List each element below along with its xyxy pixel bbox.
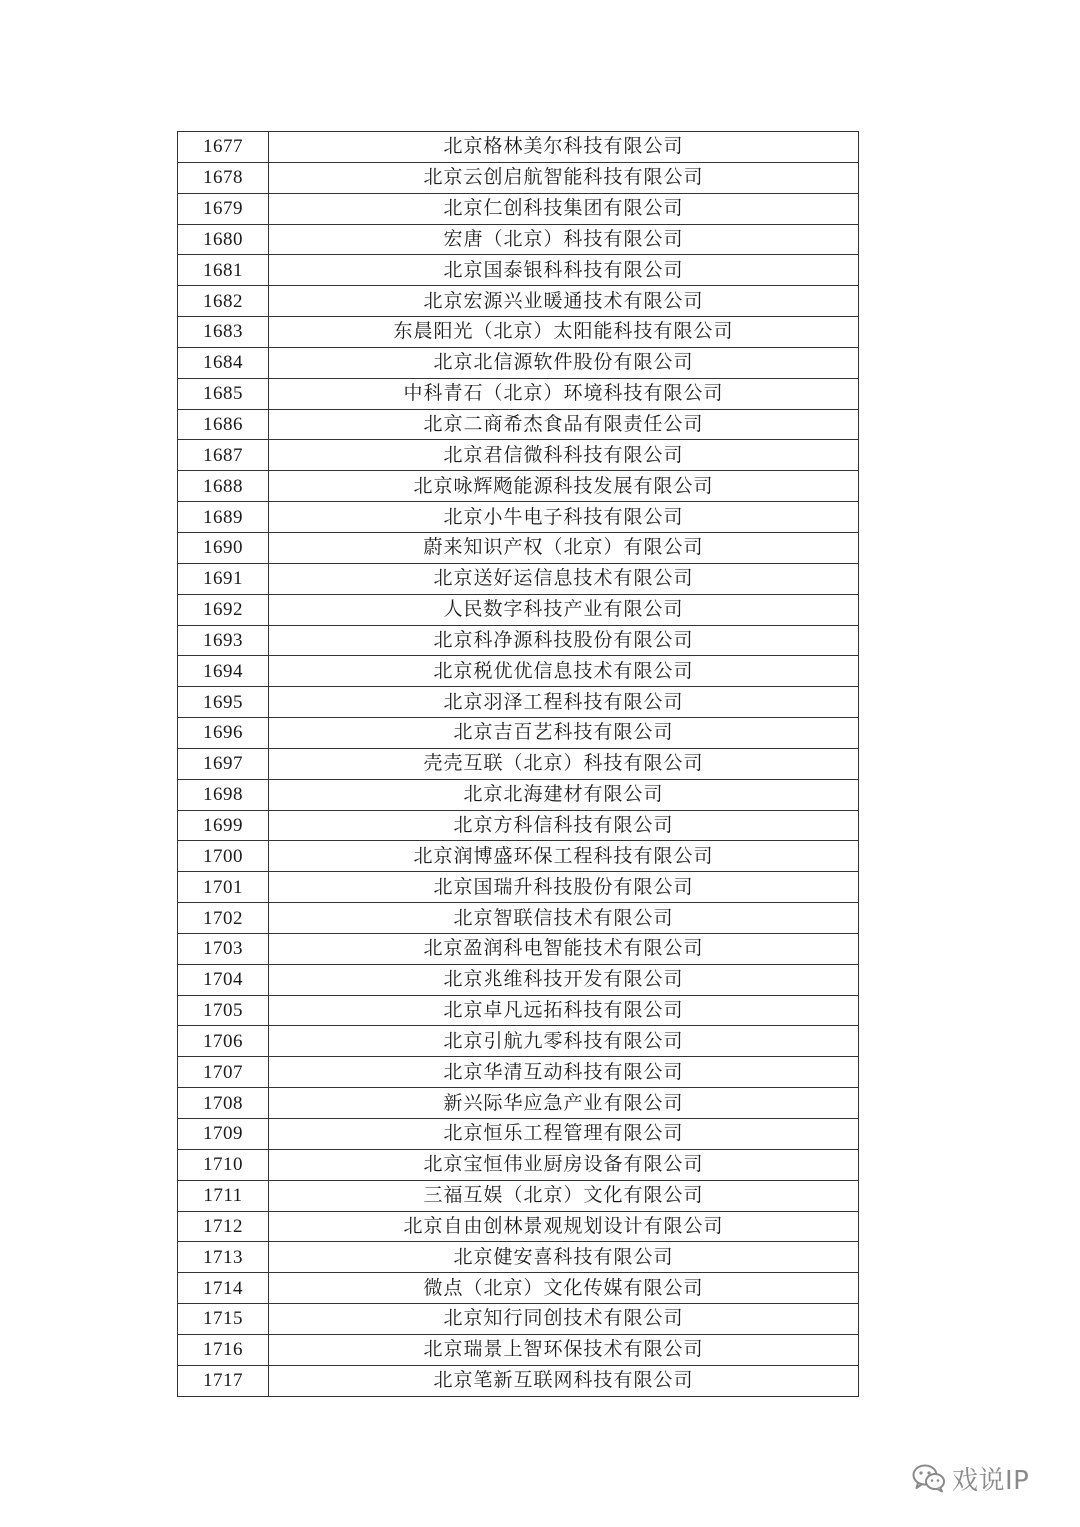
- table-row: [178, 1149, 859, 1180]
- table-row: [178, 687, 859, 718]
- wechat-icon: [912, 1463, 946, 1493]
- company-name: 北京小牛电子科技有限公司: [269, 502, 859, 533]
- company-name: 北京瑞景上智环保技术有限公司: [269, 1334, 859, 1365]
- company-name: 北京引航九零科技有限公司: [269, 1026, 859, 1057]
- table-row: [178, 656, 859, 687]
- table-row: [178, 1180, 859, 1211]
- row-number: 1701: [178, 872, 269, 903]
- table-row: [178, 594, 859, 625]
- table-row: [178, 162, 859, 193]
- row-number: 1681: [178, 255, 269, 286]
- company-name: 北京健安喜科技有限公司: [269, 1242, 859, 1273]
- row-number: 1692: [178, 594, 269, 625]
- row-number: 1704: [178, 964, 269, 995]
- row-number: 1709: [178, 1119, 269, 1150]
- row-number: 1685: [178, 378, 269, 409]
- row-number: 1694: [178, 656, 269, 687]
- watermark-text: 戏说IP: [952, 1465, 1030, 1496]
- row-number: 1686: [178, 409, 269, 440]
- row-number: 1680: [178, 224, 269, 255]
- company-name: 北京自由创林景观规划设计有限公司: [269, 1211, 859, 1242]
- table-row: [178, 224, 859, 255]
- company-name: 北京科净源科技股份有限公司: [269, 625, 859, 656]
- table-row: [178, 718, 859, 749]
- table-row: [178, 409, 859, 440]
- table-row: [178, 563, 859, 594]
- row-number: 1703: [178, 933, 269, 964]
- company-name: 壳壳互联（北京）科技有限公司: [269, 748, 859, 779]
- table-row: [178, 317, 859, 348]
- table-row: [178, 347, 859, 378]
- row-number: 1691: [178, 563, 269, 594]
- company-name: 三福互娱（北京）文化有限公司: [269, 1180, 859, 1211]
- company-name: 北京国瑞升科技股份有限公司: [269, 872, 859, 903]
- table-row: [178, 1026, 859, 1057]
- row-number: 1687: [178, 440, 269, 471]
- table-row: [178, 440, 859, 471]
- company-name: 北京君信微科科技有限公司: [269, 440, 859, 471]
- company-name: 北京宏源兴业暖通技术有限公司: [269, 286, 859, 317]
- company-name: 北京格林美尔科技有限公司: [269, 132, 859, 163]
- company-name: 北京北信源软件股份有限公司: [269, 347, 859, 378]
- company-name: 北京送好运信息技术有限公司: [269, 563, 859, 594]
- table-row: [178, 1119, 859, 1150]
- table-row: [178, 995, 859, 1026]
- row-number: 1706: [178, 1026, 269, 1057]
- row-number: 1698: [178, 779, 269, 810]
- company-name: 北京税优优信息技术有限公司: [269, 656, 859, 687]
- company-name: 微点（北京）文化传媒有限公司: [269, 1273, 859, 1304]
- company-name: 北京兆维科技开发有限公司: [269, 964, 859, 995]
- company-name: 北京智联信技术有限公司: [269, 903, 859, 934]
- row-number: 1693: [178, 625, 269, 656]
- company-name: 北京国泰银科科技有限公司: [269, 255, 859, 286]
- table-row: [178, 286, 859, 317]
- company-name: 北京羽泽工程科技有限公司: [269, 687, 859, 718]
- company-name: 中科青石（北京）环境科技有限公司: [269, 378, 859, 409]
- table-row: [178, 903, 859, 934]
- row-number: 1695: [178, 687, 269, 718]
- row-number: 1696: [178, 718, 269, 749]
- table-row: [178, 841, 859, 872]
- company-name: 北京仁创科技集团有限公司: [269, 193, 859, 224]
- table-row: [178, 964, 859, 995]
- row-number: 1700: [178, 841, 269, 872]
- row-number: 1689: [178, 502, 269, 533]
- company-name: 北京北海建材有限公司: [269, 779, 859, 810]
- row-number: 1717: [178, 1365, 269, 1396]
- row-number: 1684: [178, 347, 269, 378]
- table-row: [178, 471, 859, 502]
- company-name: 北京知行同创技术有限公司: [269, 1304, 859, 1335]
- table-row: [178, 1088, 859, 1119]
- company-name: 北京咏辉飏能源科技发展有限公司: [269, 471, 859, 502]
- company-name: 东晨阳光（北京）太阳能科技有限公司: [269, 317, 859, 348]
- row-number: 1715: [178, 1304, 269, 1335]
- table-row: [178, 625, 859, 656]
- table-row: [178, 1365, 859, 1396]
- table-row: [178, 378, 859, 409]
- company-name: 蔚来知识产权（北京）有限公司: [269, 532, 859, 563]
- table-row: [178, 502, 859, 533]
- company-name: 北京华清互动科技有限公司: [269, 1057, 859, 1088]
- table-row: [178, 1273, 859, 1304]
- row-number: 1705: [178, 995, 269, 1026]
- row-number: 1708: [178, 1088, 269, 1119]
- table-row: [178, 255, 859, 286]
- table-row: [178, 193, 859, 224]
- row-number: 1697: [178, 748, 269, 779]
- company-list-body: [178, 132, 859, 1397]
- company-name: 北京云创启航智能科技有限公司: [269, 162, 859, 193]
- company-name: 新兴际华应急产业有限公司: [269, 1088, 859, 1119]
- table-row: [178, 872, 859, 903]
- row-number: 1688: [178, 471, 269, 502]
- company-name: 北京盈润科电智能技术有限公司: [269, 933, 859, 964]
- row-number: 1710: [178, 1149, 269, 1180]
- table-row: [178, 1334, 859, 1365]
- company-name: 人民数字科技产业有限公司: [269, 594, 859, 625]
- table-row: [178, 532, 859, 563]
- table-row: [178, 1304, 859, 1335]
- company-name: 北京润博盛环保工程科技有限公司: [269, 841, 859, 872]
- table-row: [178, 1242, 859, 1273]
- company-name: 北京二商希杰食品有限责任公司: [269, 409, 859, 440]
- row-number: 1716: [178, 1334, 269, 1365]
- table-row: [178, 748, 859, 779]
- company-name: 北京方科信科技有限公司: [269, 810, 859, 841]
- table-row: [178, 1057, 859, 1088]
- table-row: [178, 779, 859, 810]
- row-number: 1702: [178, 903, 269, 934]
- company-name: 宏唐（北京）科技有限公司: [269, 224, 859, 255]
- company-name: 北京吉百艺科技有限公司: [269, 718, 859, 749]
- row-number: 1690: [178, 532, 269, 563]
- row-number: 1714: [178, 1273, 269, 1304]
- company-name: 北京宝恒伟业厨房设备有限公司: [269, 1149, 859, 1180]
- row-number: 1677: [178, 132, 269, 163]
- row-number: 1712: [178, 1211, 269, 1242]
- watermark: [912, 1458, 1029, 1498]
- table-row: [178, 132, 859, 163]
- row-number: 1711: [178, 1180, 269, 1211]
- row-number: 1683: [178, 317, 269, 348]
- row-number: 1699: [178, 810, 269, 841]
- row-number: 1713: [178, 1242, 269, 1273]
- company-list-table: [177, 131, 859, 1397]
- company-name: 北京笔新互联网科技有限公司: [269, 1365, 859, 1396]
- company-name: 北京恒乐工程管理有限公司: [269, 1119, 859, 1150]
- row-number: 1678: [178, 162, 269, 193]
- company-name: 北京卓凡远拓科技有限公司: [269, 995, 859, 1026]
- row-number: 1707: [178, 1057, 269, 1088]
- table-row: [178, 810, 859, 841]
- table-row: [178, 1211, 859, 1242]
- row-number: 1682: [178, 286, 269, 317]
- table-row: [178, 933, 859, 964]
- row-number: 1679: [178, 193, 269, 224]
